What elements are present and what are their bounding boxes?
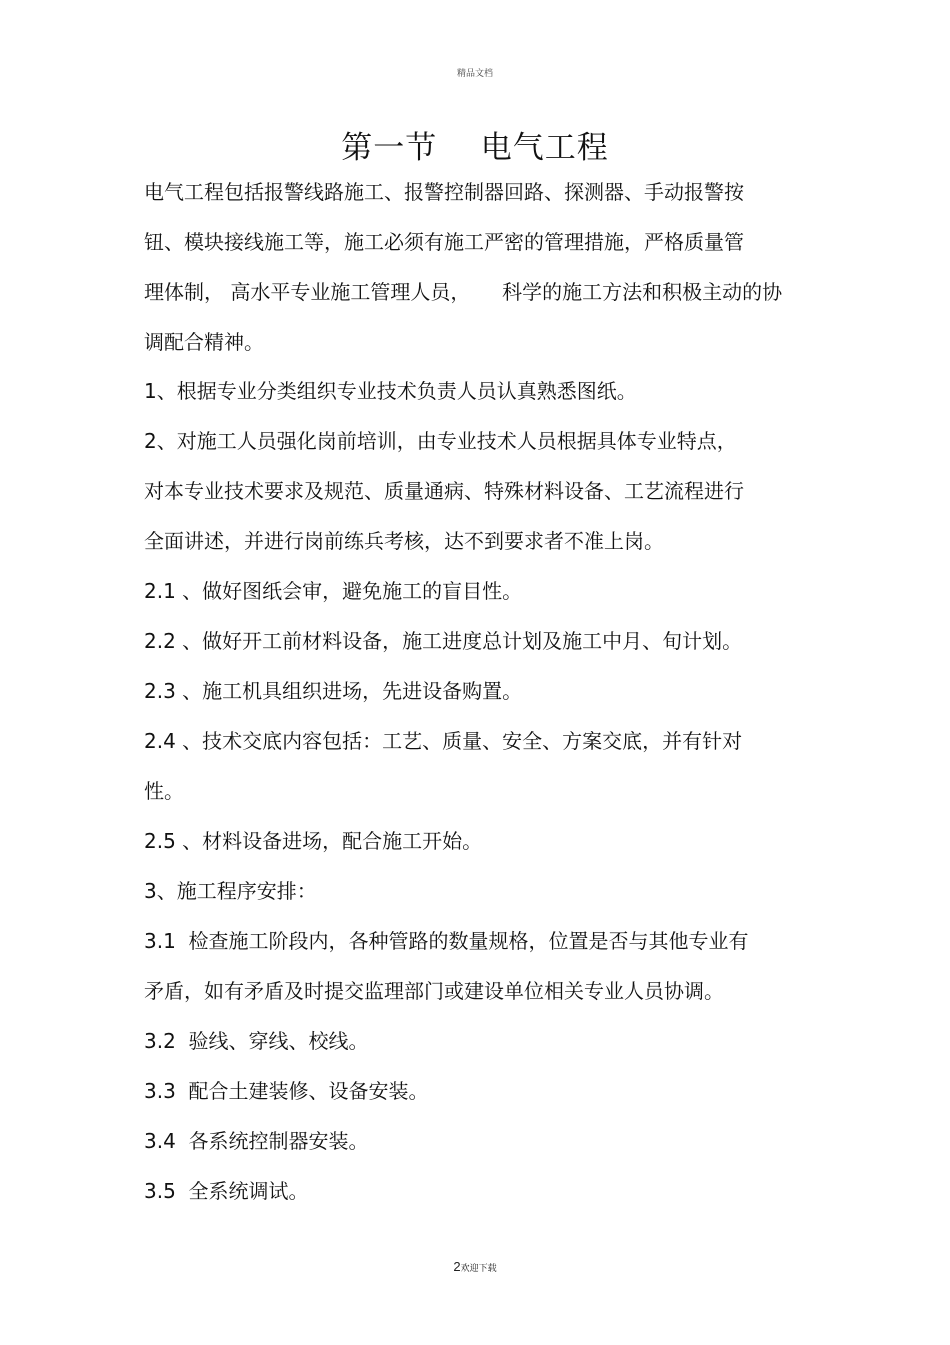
body-line: 1、根据专业分类组织专业技术负责人员认真熟悉图纸。 <box>144 379 637 403</box>
header-note: 精品文档 <box>456 69 493 79</box>
body-line: 矛盾，如有矛盾及时提交监理部门或建设单位相关专业人员协调。 <box>144 979 724 1003</box>
body-line: 2.5 、材料设备进场，配合施工开始。 <box>144 829 483 853</box>
body-line: 3.3 配合土建装修、设备安装。 <box>144 1079 429 1103</box>
section-title: 第一节 电气工程 <box>341 130 609 166</box>
body-line: 3.1 检查施工阶段内，各种管路的数量规格，位置是否与其他专业有 <box>144 929 749 953</box>
body-line: 2.3 、施工机具组织进场，先进设备购置。 <box>144 679 523 703</box>
body-line: 2.1 、做好图纸会审，避免施工的盲目性。 <box>144 579 523 603</box>
body-line: 3、施工程序安排： <box>144 879 317 903</box>
footer-text: 欢迎下载 <box>460 1264 497 1274</box>
body-line: 理体制， 高水平专业施工管理人员， 科学的施工方法和积极主动的协 <box>144 280 783 304</box>
body-line: 2.2 、做好开工前材料设备，施工进度总计划及施工中月、旬计划。 <box>144 629 743 653</box>
body-line: 3.4 各系统控制器安装。 <box>144 1129 369 1153</box>
page-footer <box>0 1259 950 1274</box>
body-line: 2、对施工人员强化岗前培训，由专业技术人员根据具体专业特点， <box>144 429 737 453</box>
body-line: 性。 <box>144 779 184 803</box>
body-line: 调配合精神。 <box>144 330 264 354</box>
body-line: 电气工程包括报警线路施工、报警控制器回路、探测器、手动报警按 <box>144 180 744 204</box>
page-number: 2 <box>453 1259 461 1274</box>
body-line: 2.4 、技术交底内容包括：工艺、质量、安全、方案交底，并有针对 <box>144 729 743 753</box>
body-line: 全面讲述，并进行岗前练兵考核，达不到要求者不准上岗。 <box>144 529 664 553</box>
body-line: 钮、模块接线施工等，施工必须有施工严密的管理措施，严格质量管 <box>144 230 744 254</box>
body-line: 对本专业技术要求及规范、质量通病、特殊材料设备、工艺流程进行 <box>144 479 744 503</box>
body-line: 3.2 验线、穿线、校线。 <box>144 1029 369 1053</box>
body-line: 3.5 全系统调试。 <box>144 1179 309 1203</box>
